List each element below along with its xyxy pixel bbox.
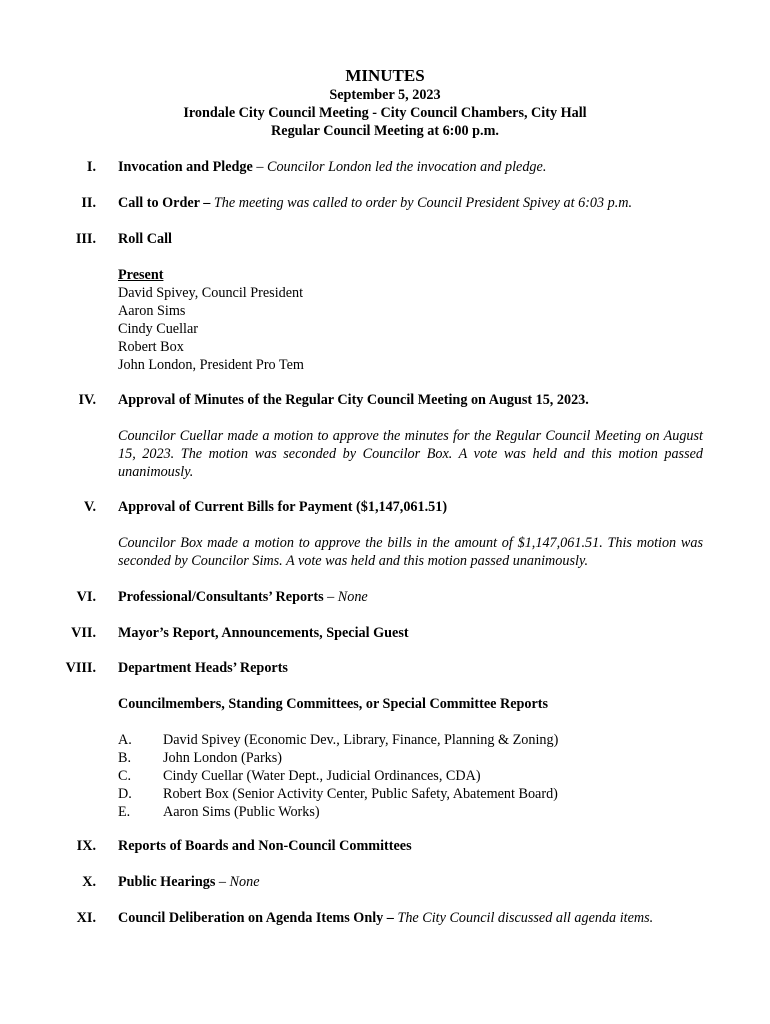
member-name: Cindy Cuellar (118, 321, 198, 337)
list-text: Robert Box (Senior Activity Center, Public Safety, Abatement Board) (163, 786, 558, 802)
document-header (0, 66, 770, 140)
section-body (118, 659, 703, 821)
meeting-date: September 5, 2023 (329, 87, 441, 103)
section-number: VIII. (65, 660, 96, 676)
list-letter: E. (118, 804, 131, 820)
section-text: None (229, 874, 260, 890)
section-body (118, 391, 703, 481)
section-heading: Call to Order – (118, 195, 211, 211)
meeting-type: Regular Council Meeting at 6:00 p.m. (271, 123, 499, 139)
section-heading: Roll Call (118, 231, 172, 247)
section-body (118, 873, 703, 891)
list-letter: D. (118, 786, 132, 802)
section-heading: Council Deliberation on Agenda Items Only – (118, 910, 394, 926)
section-number: IX. (76, 838, 96, 854)
section-text: None (337, 589, 368, 605)
list-letter: C. (118, 768, 132, 784)
list-item (118, 731, 703, 749)
section-number: XI. (76, 910, 96, 926)
section-heading: Department Heads’ Reports (118, 660, 288, 676)
list-item (118, 785, 703, 803)
section-number: X. (82, 874, 96, 890)
section-body (118, 909, 703, 927)
section-heading: Public Hearings (118, 874, 216, 890)
section-heading: Professional/Consultants’ Reports (118, 589, 324, 605)
section-number: VI. (76, 589, 96, 605)
member-name: Aaron Sims (118, 303, 186, 319)
section-number: IV. (78, 392, 96, 408)
member-name: John London, President Pro Tem (118, 357, 304, 373)
list-text: Aaron Sims (Public Works) (163, 804, 320, 820)
section-heading: Approval of Minutes of the Regular City Council Meeting on August 15, 2023. (118, 392, 589, 408)
section-heading: Approval of Current Bills for Payment ($1,147,061.51) (118, 499, 448, 515)
section-number: II. (81, 195, 96, 211)
list-item (118, 803, 703, 821)
section-text: The meeting was called to order by Council President Spivey at 6:03 p.m. (210, 195, 633, 211)
section-text: Councilor Cuellar made a motion to approve the minutes for the Regular Council Meeting on August 15, 2023. The motion was seconded by Councilor Box. A vote was held and this motion passed unanimously. (118, 428, 703, 480)
section-body (118, 230, 703, 374)
present-label: Present (118, 267, 164, 283)
section-heading: Reports of Boards and Non-Council Committees (118, 838, 412, 854)
member-name: Robert Box (118, 339, 184, 355)
section-body (118, 837, 703, 855)
list-letter: A. (118, 732, 132, 748)
section-body (118, 158, 703, 176)
section-heading: Mayor’s Report, Announcements, Special Guest (118, 625, 409, 641)
section-separator: – (215, 874, 230, 890)
member-name: David Spivey, Council President (118, 285, 304, 301)
section-number: I. (86, 159, 96, 175)
section-body (118, 624, 703, 642)
list-text: David Spivey (Economic Dev., Library, Finance, Planning & Zoning) (163, 732, 559, 748)
list-letter: B. (118, 750, 132, 766)
section-number: V. (84, 499, 96, 515)
section-text: The City Council discussed all agenda items. (393, 910, 654, 926)
meeting-location: Irondale City Council Meeting - City Council Chambers, City Hall (183, 105, 587, 121)
section-body (118, 588, 703, 606)
section-text: Councilor London led the invocation and pledge. (266, 159, 547, 175)
section-number: III. (75, 231, 96, 247)
section-separator: – (252, 159, 267, 175)
section-separator: – (323, 589, 338, 605)
document-title: MINUTES (345, 66, 425, 85)
list-text: Cindy Cuellar (Water Dept., Judicial Ordinances, CDA) (163, 768, 481, 784)
section-subheading: Councilmembers, Standing Committees, or Special Committee Reports (118, 696, 549, 712)
list-text: John London (Parks) (163, 750, 283, 766)
section-number: VII. (71, 625, 96, 641)
list-item (118, 749, 703, 767)
section-body (118, 498, 703, 570)
section-text: Councilor Box made a motion to approve the bills in the amount of $1,147,061.51. This motion was seconded by Councilor Sims. A vote was held and this motion passed unanimously. (118, 535, 703, 569)
list-item (118, 767, 703, 785)
section-body (118, 194, 703, 212)
section-heading: Invocation and Pledge (118, 159, 253, 175)
